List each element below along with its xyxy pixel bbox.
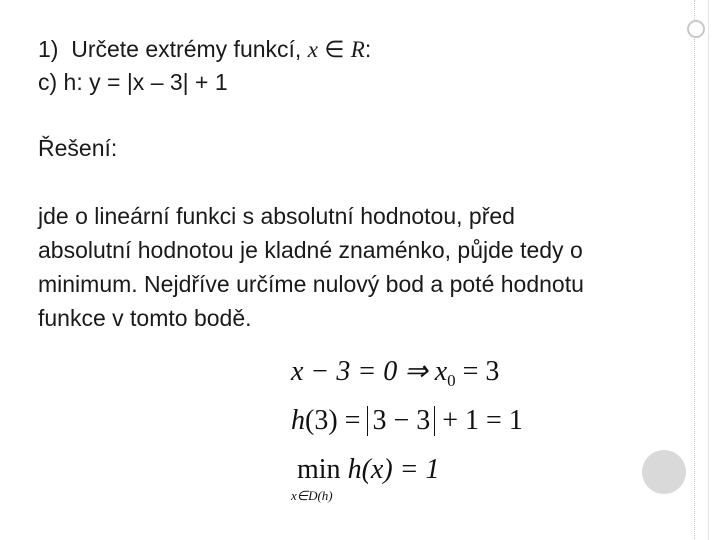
equation-value <box>291 405 523 437</box>
decor-ring-icon <box>687 20 705 38</box>
paragraph-line: minimum. Nejdříve určíme nulový bod a poté hodnotu <box>38 271 584 297</box>
eq1-var: x <box>434 356 448 387</box>
task-colon: : <box>364 36 372 62</box>
task-title: Určete extrémy funkcí, <box>71 36 302 62</box>
eq2-fn: h <box>291 405 305 436</box>
eq1-lhs: x − 3 = 0 ⇒ <box>291 356 435 387</box>
eq2-arg: (3) = <box>305 405 368 436</box>
solution-heading: Řešení: <box>38 135 118 161</box>
equation-zero-point <box>291 354 499 391</box>
eq2-rest: + 1 = 1 <box>435 405 523 436</box>
domain-set: R <box>350 37 365 62</box>
case-line: c) h: y = |x – 3| + 1 <box>38 69 228 95</box>
eq3-fn: h(x) = 1 <box>340 454 440 485</box>
task-heading <box>38 34 371 65</box>
paragraph-line: funkce v tomto bodě. <box>38 305 252 331</box>
solution-paragraph <box>38 199 668 335</box>
element-of-symbol: ∈ <box>324 37 345 62</box>
equation-minimum <box>291 454 440 503</box>
right-border-dotted <box>694 0 695 540</box>
paragraph-line: absolutní hodnotou je kladné znaménko, půjde tedy o <box>38 237 583 263</box>
eq1-sub: 0 <box>447 371 456 390</box>
eq2-abs: 3 − 3 <box>367 406 435 436</box>
right-border-line <box>708 0 709 540</box>
paragraph-line: jde o lineární funkci s absolutní hodnotou, před <box>38 203 515 229</box>
eq3-under: x∈D(h) <box>291 488 333 503</box>
decor-circle-icon <box>642 450 686 494</box>
eq1-rhs: = 3 <box>455 356 500 387</box>
domain-var: x <box>307 37 318 62</box>
eq3-min: min <box>297 454 341 485</box>
task-number: 1) <box>38 36 59 62</box>
